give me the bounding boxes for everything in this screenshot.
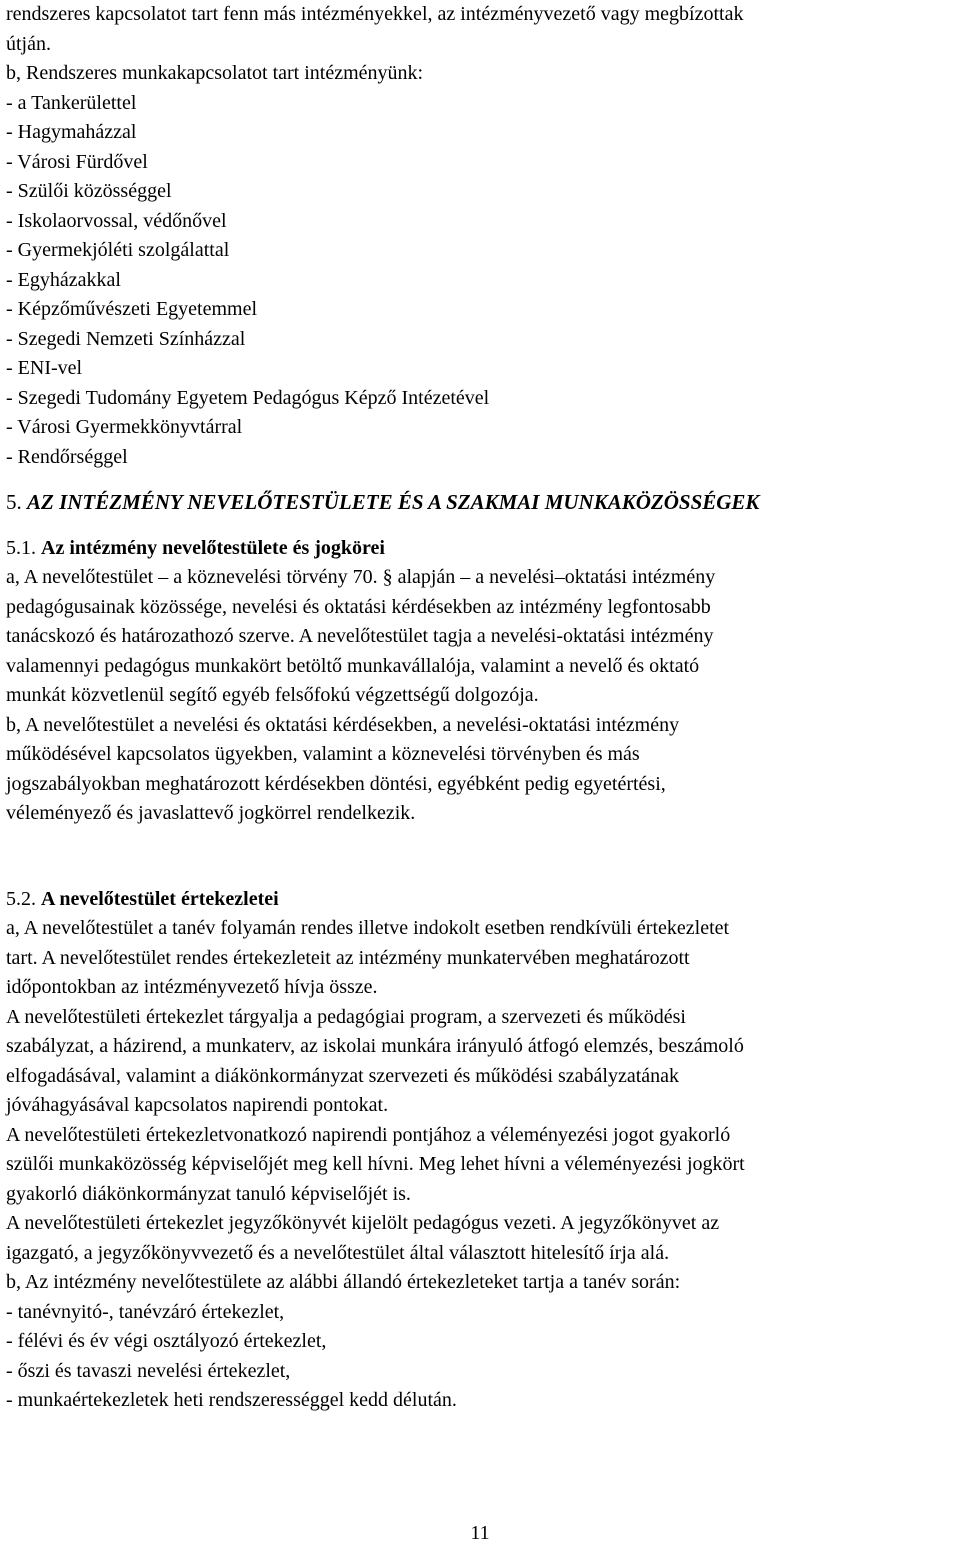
section-5-1-heading (6, 534, 956, 564)
section-5-2-body (6, 914, 956, 1416)
list-item: - Szegedi Tudomány Egyetem Pedagógus Képző Intézetével (6, 386, 490, 409)
section-5-heading (6, 488, 956, 518)
text-line: jogszabályokban meghatározott kérdésekben döntési, egyébként pedig egyetértési, (6, 772, 666, 795)
text-line: pedagógusainak közössége, nevelési és oktatási kérdésekben az intézmény legfontosabb (6, 595, 711, 618)
text-line: A nevelőtestületi értekezletvonatkozó napirendi pontjához a véleményezési jogot gyakorló (6, 1123, 731, 1146)
text-line: b, Az intézmény nevelőtestülete az alábbi állandó értekezleteket tartja a tanév során: (6, 1271, 681, 1293)
text-line: a, A nevelőtestület a tanév folyamán rendes illetve indokolt esetben rendkívüli értekezletet (6, 917, 730, 939)
text-line: igazgató, a jegyzőkönyvvezető és a nevelőtestület által választott hitelesítő írja alá. (6, 1241, 670, 1264)
text-line: tart. A nevelőtestület rendes értekezleteit az intézmény munkatervében meghatározott (6, 946, 690, 969)
text-line: valamennyi pedagógus munkakört betöltő munkavállalója, valamint a nevelő és oktató (6, 654, 700, 677)
section-number: 5. (6, 490, 27, 514)
section-5-2-heading (6, 885, 956, 915)
section-number: 5.2. (6, 887, 41, 910)
section-number: 5.1. (6, 536, 41, 559)
list-item: - Gyermekjóléti szolgálattal (6, 239, 230, 261)
text-line: időpontokban az intézményvezető hívja össze. (6, 976, 378, 998)
list-item: - Városi Fürdővel (6, 150, 148, 173)
list-item: - Rendőrséggel (6, 445, 128, 468)
intro-paragraph (6, 0, 956, 59)
text-line: véleményező és javaslattevő jogkörrel rendelkezik. (6, 802, 416, 824)
text-line: gyakorló diákönkormányzat tanuló képviselőjét is. (6, 1182, 411, 1205)
page-number: 11 (470, 1522, 490, 1544)
text-line: szülői munkaközösség képviselőjét meg kell hívni. Meg lehet hívni a véleményezési jogkört (6, 1153, 745, 1175)
text-line: munkát közvetlenül segítő egyéb felsőfokú végzettségű dolgozója. (6, 684, 539, 706)
document-page (6, 0, 956, 1416)
section-title: A nevelőtestület értekezletei (41, 887, 279, 910)
list-item: - munkaértekezletek heti rendszerességgel kedd délután. (6, 1389, 457, 1411)
section-5-1-body (6, 563, 956, 829)
text-line: útján. (6, 32, 51, 55)
list-item: - Egyházakkal (6, 268, 121, 291)
list-item: - félévi és év végi osztályozó értekezlet, (6, 1330, 327, 1352)
partners-list (6, 59, 956, 472)
text-line: szabályzat, a házirend, a munkaterv, az iskolai munkára irányuló átfogó elemzés, beszámoló (6, 1035, 744, 1057)
text-line: a, A nevelőtestület – a köznevelési törvény 70. § alapján – a nevelési–oktatási intézmény (6, 566, 716, 588)
spacer (6, 829, 956, 885)
list-item: - tanévnyitó-, tanévzáró értekezlet, (6, 1300, 285, 1323)
list-item: - Iskolaorvossal, védőnővel (6, 209, 227, 232)
text-line: rendszeres kapcsolatot tart fenn más intézményekkel, az intézményvezető vagy megbízottak (6, 3, 744, 25)
partners-intro: b, Rendszeres munkakapcsolatot tart intézményünk: (6, 62, 424, 84)
text-line: b, A nevelőtestület a nevelési és oktatási kérdésekben, a nevelési-oktatási intézmény (6, 713, 680, 736)
list-item: - Városi Gyermekkönyvtárral (6, 416, 243, 438)
list-item: - Hagymaházzal (6, 121, 137, 143)
text-line: jóváhagyásával kapcsolatos napirendi pontokat. (6, 1094, 389, 1116)
text-line: működésével kapcsolatos ügyekben, valamint a köznevelési törvényben és más (6, 743, 640, 765)
list-item: - ENI-vel (6, 357, 83, 379)
list-item: - Szülői közösséggel (6, 180, 172, 202)
text-line: tanácskozó és határozathozó szerve. A nevelőtestület tagja a nevelési-oktatási intézmény (6, 625, 714, 647)
section-title: Az intézmény nevelőtestülete és jogkörei (41, 536, 385, 559)
list-item: - őszi és tavaszi nevelési értekezlet, (6, 1359, 291, 1382)
list-item: - a Tankerülettel (6, 91, 137, 114)
text-line: A nevelőtestületi értekezlet tárgyalja a pedagógiai program, a szervezeti és működési (6, 1005, 686, 1028)
list-item: - Szegedi Nemzeti Színházzal (6, 327, 246, 350)
text-line: elfogadásával, valamint a diákönkormányzat szervezeti és működési szabályzatának (6, 1064, 680, 1087)
list-item: - Képzőművészeti Egyetemmel (6, 298, 258, 320)
section-title: AZ INTÉZMÉNY NEVELŐTESTÜLETE ÉS A SZAKMAI MUNKAKÖZÖSSÉGEK (27, 490, 760, 514)
text-line: A nevelőtestületi értekezlet jegyzőkönyvét kijelölt pedagógus vezeti. A jegyzőkönyvet az (6, 1212, 720, 1234)
